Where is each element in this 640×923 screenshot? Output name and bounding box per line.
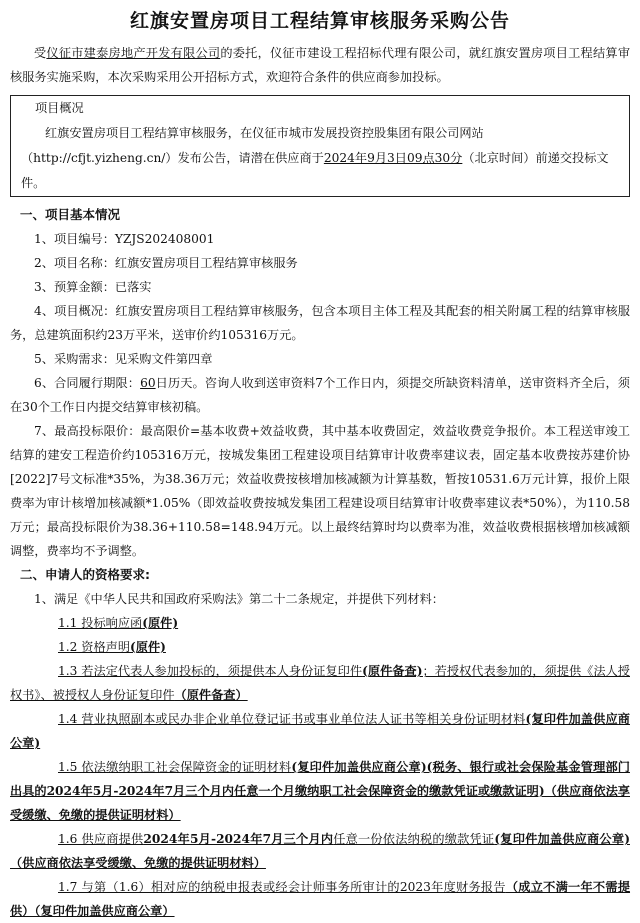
overview-line1: 红旗安置房项目工程结算审核服务，在仪征市城市发展投资控股集团有限公司网站（http://cfjt.yizheng.cn/）发布公告，请潜在供应商于 (21, 126, 484, 165)
overview-heading: 项目概况 (35, 101, 84, 115)
material-3-note: (原件备查) (362, 664, 423, 678)
item-contract-period (10, 371, 630, 419)
material-1-text: 1.1 投标响应函 (58, 616, 143, 630)
material-3-note2: （原件备查） (174, 688, 248, 702)
material-5-text: 1.5 依法缴纳职工社会保障资金的证明材料 (58, 760, 292, 774)
material-7 (10, 875, 630, 923)
intro-paragraph (10, 41, 630, 89)
material-5 (10, 755, 630, 827)
item-budget: 3、预算金额：已落实 (34, 280, 152, 294)
section-heading-qualification: 二、申请人的资格要求: (20, 567, 150, 582)
material-3-text2: ；若授权代表参加的，须提供《法人授权书》、被授权人身份证复印件 (10, 664, 630, 702)
material-6-note: (复印件加盖供应商公章)（供应商依法享受缓缴、免缴的提供证明材料） (10, 832, 630, 870)
overview-text (21, 121, 623, 196)
material-3-text: 1.3 若法定代表人参加投标的，须提供本人身份证复印件 (58, 664, 363, 678)
material-1 (10, 611, 630, 635)
client-name: 仪征市建泰房地产开发有限公司 (46, 46, 221, 60)
intro-suffix: 的委托，仪征市建设工程招标代理有限公司，就红旗安置房项目工程结算审核服务实施采购，本次采购采用公开招标方式，欢迎符合条件的供应商参加投标。 (10, 46, 631, 84)
material-2-note: (原件) (130, 640, 166, 654)
item-max-price: 7、最高投标限价：最高限价=基本收费+效益收费，其中基本收费固定，效益收费竞争报价。本工程送审竣工结算的建安工程造价约105316万元，按城发集团工程建设项目结算审计收费率建议表，固定基本收费按苏建价协[2022]7号文标准*35%，为38.36万元；效益收费按核增加核减额为计算基数，暂按10531.6万元计算，报价上限费率为审计核增加核减额*1.05%（即效益收费按城发集团工程建设项目结算审计收费率建议表*50%），为110.58万元；最高投标限价为38.36+110.58=148.94万元。以上最终结算时均以费率为准，效益收费根据核增加核减额调整，费率均不予调整。 (10, 424, 630, 558)
material-6-text2: 任意一份依法纳税的缴款凭证 (333, 832, 495, 846)
item6-days: 60 (140, 376, 156, 390)
section-heading-basic: 一、项目基本情况 (20, 207, 121, 222)
material-3 (10, 659, 630, 707)
material-5-note: (复印件加盖供应商公章)(税务、银行或社会保险基金管理部门出具的2024年5月-2024年7月三个月内任意一个月缴纳职工社会保障资金的缴款凭证或缴款证明)（供应商依法享受缓缴、免缴的提供证明材料） (10, 760, 630, 822)
material-4-note: (复印件加盖供应商公章) (10, 712, 630, 750)
material-2 (10, 635, 630, 659)
page-title: 红旗安置房项目工程结算审核服务采购公告 (129, 10, 510, 32)
intro-prefix: 受 (34, 46, 47, 60)
item-project-name: 2、项目名称：红旗安置房项目工程结算审核服务 (34, 256, 298, 270)
qualification-lead: 1、满足《中华人民共和国政府采购法》第二十二条规定，并提供下列材料： (34, 592, 444, 606)
item-overview: 4、项目概况：红旗安置房项目工程结算审核服务，包含本项目主体工程及其配套的相关附属工程的结算审核服务，总建筑面积约23万平米，送审价约105316万元。 (10, 304, 630, 342)
material-1-note: (原件) (142, 616, 179, 630)
item6-suffix: 日历天。咨询人收到送审资料7个工作日内，须提交所缺资料清单，送审资料齐全后，须在30个工作日内提交结算审核初稿。 (10, 376, 630, 414)
item6-prefix: 6、合同履行期限： (34, 376, 141, 390)
material-6 (10, 827, 630, 875)
material-7-text: 1.7 与第（1.6）相对应的纳税申报表或经会计师事务所审计的2023年度财务报告 (58, 880, 506, 894)
material-6-text: 1.6 供应商提供 (58, 832, 144, 846)
material-6-period: 2024年5月-2024年7月三个月内 (143, 832, 334, 846)
item-project-number: 1、项目编号：YZJS202408001 (34, 232, 215, 246)
material-2-text: 1.2 资格声明 (58, 640, 131, 654)
overview-deadline: 2024年9月3日09点30分 (323, 151, 463, 165)
material-4 (10, 707, 630, 755)
material-4-text: 1.4 营业执照副本或民办非企业单位登记证书或事业单位法人证书等相关身份证明材料 (58, 712, 526, 726)
overview-box (10, 95, 630, 197)
overview-line2: （北京时间）前递交投标文件。 (21, 151, 609, 190)
item-requirement: 5、采购需求：见采购文件第四章 (34, 352, 213, 366)
material-7-note: （成立不满一年不需提供）（复印件加盖供应商公章） (10, 880, 631, 918)
